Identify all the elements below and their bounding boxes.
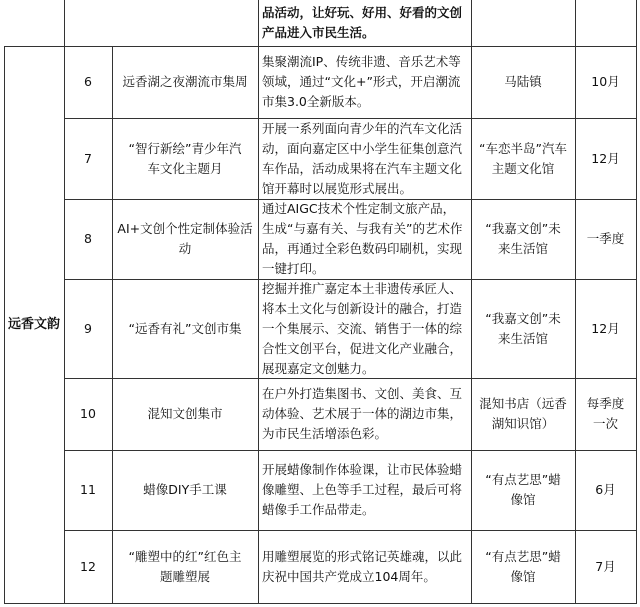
organizer: “车恋半岛”汽车主题文化馆 (479, 140, 567, 176)
activity-time: 一季度 (586, 231, 625, 246)
table-cell-org (471, 199, 575, 279)
row-number: 11 (80, 482, 96, 497)
activity-name: 远香湖之夜潮流市集周 (122, 74, 248, 89)
table-cell-name (112, 118, 258, 199)
table-border (4, 603, 637, 604)
table-cell-desc (258, 279, 471, 378)
table-border (258, 0, 259, 603)
table-border (64, 118, 637, 119)
activity-name: “智行新绘”青少年汽车文化主题月 (128, 140, 242, 176)
row-number: 8 (84, 231, 92, 246)
table-cell-no (64, 450, 112, 530)
activity-time: 7月 (595, 558, 616, 574)
table-cell-name (112, 450, 258, 530)
activity-name: 混知文创集市 (147, 406, 223, 421)
activity-desc: 在户外打造集图书、文创、美食、互动体验、艺术展于一体的湖边市集，为市民生活增添色彩。 (262, 386, 463, 441)
activity-time: 每季度一次 (586, 396, 625, 431)
table-cell-no (64, 530, 112, 603)
table-cell-time (575, 450, 636, 530)
table-cell-time (575, 279, 636, 378)
organizer: “我嘉文创”未来生活馆 (485, 221, 561, 256)
row-number: 12 (80, 558, 96, 574)
activity-name: “雕塑中的红”红色主题雕塑展 (128, 548, 242, 584)
table-cell-name (112, 199, 258, 279)
desc-continued-text: 品活动，让好玩、好用、好看的文创产品进入市民生活。 (262, 5, 463, 40)
table-cell-time (575, 118, 636, 199)
table-cell-org (471, 279, 575, 378)
table-border (112, 46, 113, 603)
activity-desc: 通过AIGC技术个性定制文旅产品，生成“与嘉有关、与我有关”的艺术作品，再通过全彩色数码印刷机，实现一键打印。 (262, 201, 463, 276)
table-cell-no (64, 199, 112, 279)
activity-desc: 开展蜡像制作体验课，让市民体验蜡像雕塑、上色等手工过程，最后可将蜡像手工作品带走。 (262, 462, 463, 517)
category-cell (4, 46, 64, 603)
table-cell-no (64, 378, 112, 450)
table-cell-desc (258, 450, 471, 530)
activity-time: 6月 (595, 482, 616, 497)
activity-name: “远香有礼”文创市集 (128, 320, 242, 336)
table-cell-desc-continued (258, 0, 471, 46)
row-number: 7 (84, 150, 92, 166)
table-border (64, 378, 637, 379)
table-cell-time (575, 46, 636, 118)
row-number: 10 (80, 406, 96, 421)
table-cell-desc (258, 46, 471, 118)
table-cell-time (575, 378, 636, 450)
row-number: 6 (84, 74, 92, 89)
organizer: “有点艺思”蜡像馆 (485, 472, 561, 507)
table-cell-name (112, 46, 258, 118)
table-cell-org (471, 530, 575, 603)
activity-desc: 集聚潮流IP、传统非遗、音乐艺术等领域，通过“文化+”形式，开启潮流市集3.0全新版本。 (262, 54, 461, 109)
table-cell-desc (258, 378, 471, 450)
table-cell-org (471, 450, 575, 530)
table-border (575, 0, 576, 603)
organizer: “有点艺思”蜡像馆 (485, 548, 561, 584)
organizer: 混知书店（远香湖知识馆） (479, 396, 567, 431)
table-cell-no (64, 279, 112, 378)
table-cell-name (112, 378, 258, 450)
table-border (4, 46, 637, 47)
organizer: “我嘉文创”未来生活馆 (485, 310, 561, 346)
table-border (471, 0, 472, 603)
activity-time: 12月 (591, 320, 620, 336)
table-cell-org (471, 378, 575, 450)
activity-name: AI+文创个性定制体验活动 (117, 221, 253, 256)
row-number: 9 (84, 320, 92, 336)
activity-desc: 用雕塑展览的形式铭记英雄魂，以此庆祝中国共产党成立104周年。 (262, 548, 463, 584)
table-border (4, 46, 5, 603)
table-border (64, 199, 637, 200)
activity-desc: 挖掘并推广嘉定本土非遗传承匠人、将本土文化与创新设计的融合，打造一个集展示、交流、销售于一体的综合性文创平台，促进文化产业融合，展现嘉定文创魅力。 (262, 280, 463, 376)
table-cell-desc (258, 199, 471, 279)
table-cell-desc (258, 118, 471, 199)
activity-desc: 开展一系列面向青少年的汽车文化活动，面向嘉定区中小学生征集创意汽车作品，活动成果将在汽车主题文化馆开幕时以展览形式展出。 (262, 120, 463, 196)
table-border (64, 530, 637, 531)
table-cell-time (575, 199, 636, 279)
table-border (636, 0, 637, 603)
table-cell-org (471, 118, 575, 199)
table-cell-no (64, 118, 112, 199)
table-border (64, 450, 637, 451)
activity-time: 12月 (591, 150, 620, 166)
table-cell-name (112, 530, 258, 603)
organizer: 马陆镇 (504, 74, 542, 89)
table-border (64, 0, 65, 603)
table-border (64, 279, 637, 280)
table-cell-no (64, 46, 112, 118)
activity-name: 蜡像DIY手工课 (143, 482, 227, 497)
table-cell-org (471, 46, 575, 118)
activity-time: 10月 (591, 74, 620, 89)
table-cell-name (112, 279, 258, 378)
category-label: 远香文韵 (7, 316, 60, 332)
table-cell-time (575, 530, 636, 603)
table-cell-desc (258, 530, 471, 603)
